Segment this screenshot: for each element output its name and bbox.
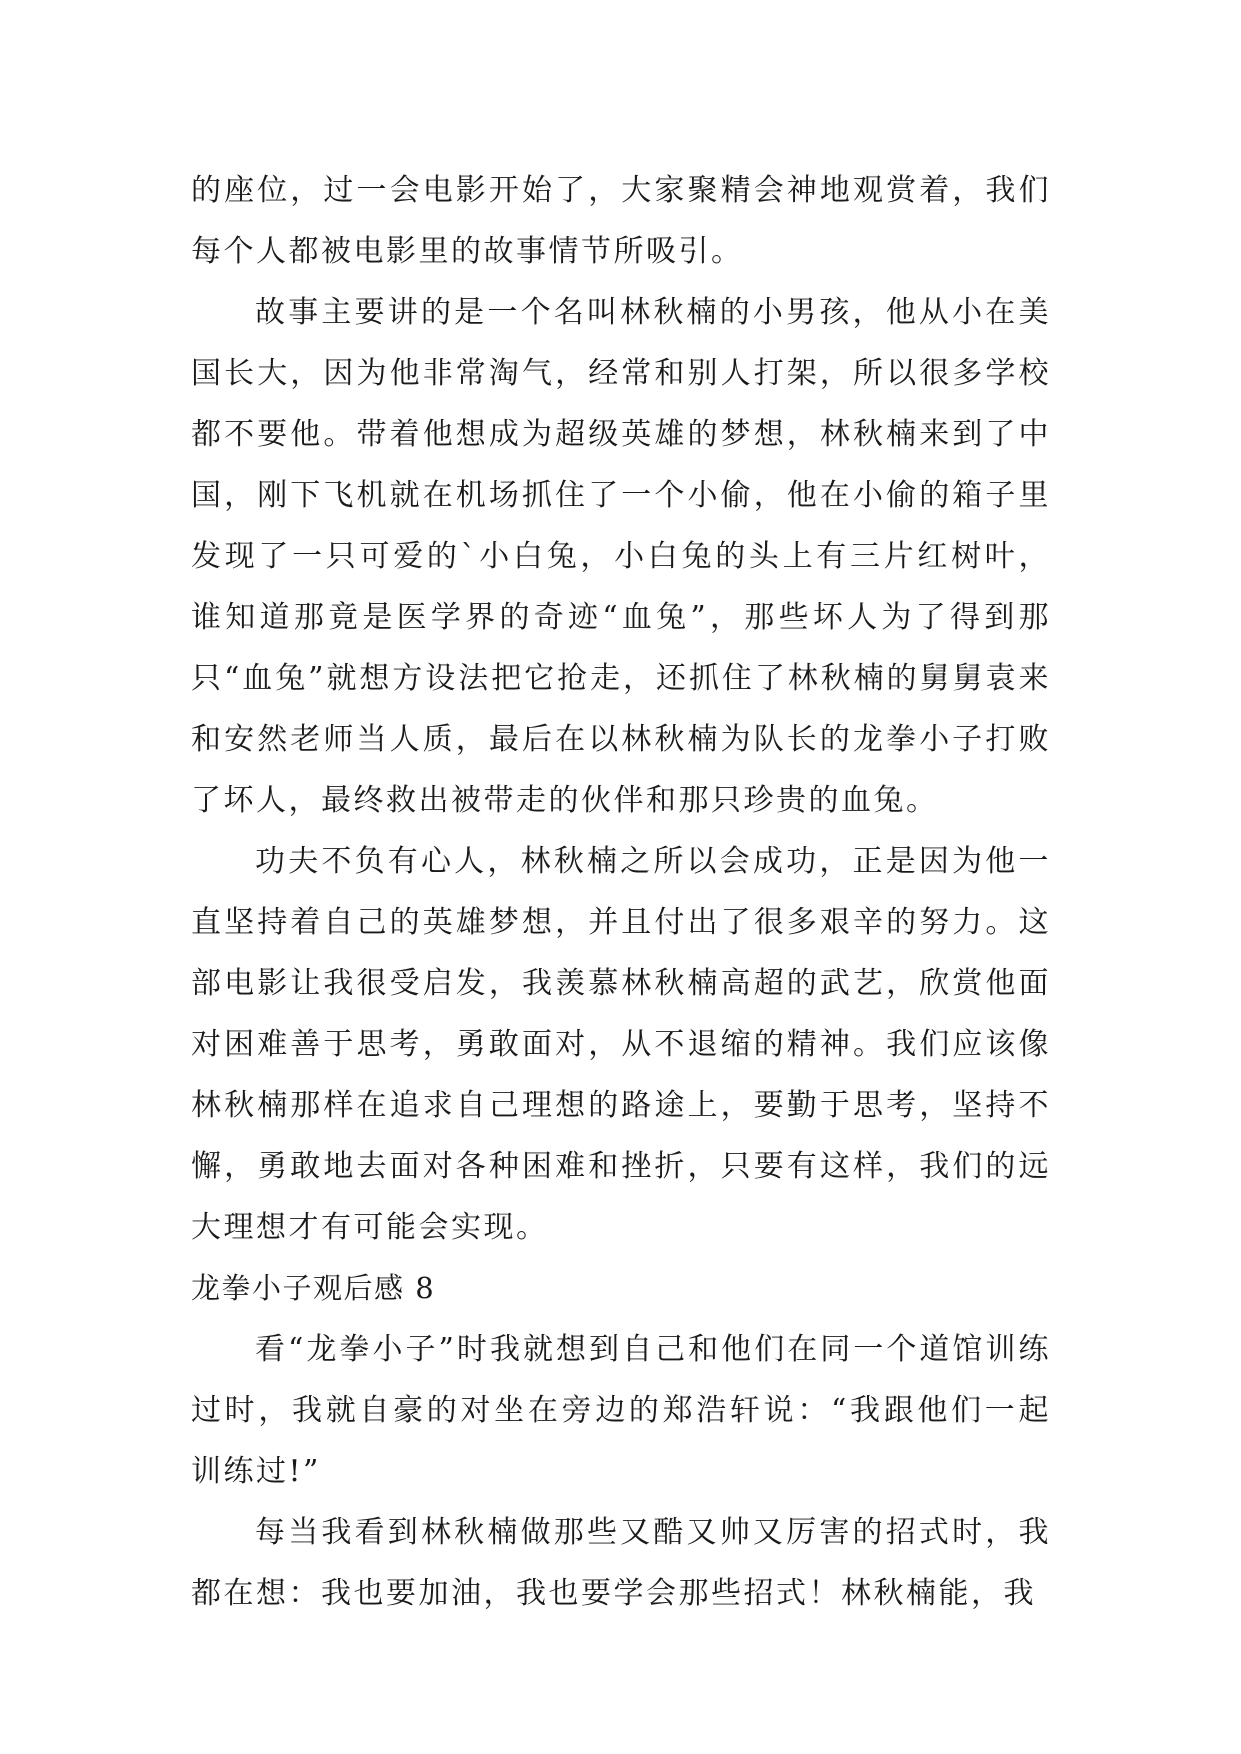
paragraph-4: 看“龙拳小子”时我就想到自己和他们在同一个道馆训练过时，我就自豪的对坐在旁边的郑浩轩说：“我跟他们一起训练过!”	[191, 1332, 1051, 1489]
paragraph-2: 故事主要讲的是一个名叫林秋楠的小男孩，他从小在美国长大，因为他非常淘气，经常和别人打架，所以很多学校都不要他。带着他想成为超级英雄的梦想，林秋楠来到了中国，刚下飞机就在机场抓住了一个小偷，他在小偷的箱子里发现了一只可爱的`小白兔，小白兔的头上有三片红树叶，谁知道那竟是医学界的奇迹“血兔”，那些坏人为了得到那只“血兔”就想方设法把它抢走，还抓住了林秋楠的舅舅袁来和安然老师当人质，最后在以林秋楠为队长的龙拳小子打败了坏人，最终救出被带走的伙伴和那只珍贵的血兔。	[191, 295, 1051, 818]
section-heading: 龙拳小子观后感 8	[191, 1271, 436, 1305]
paragraph-1: 的座位，过一会电影开始了，大家聚精会神地观赏着，我们每个人都被电影里的故事情节所吸引。	[191, 173, 1051, 269]
paragraph-5: 每当我看到林秋楠做那些又酷又帅又厉害的招式时，我都在想：我也要加油，我也要学会那些招式！林秋楠能，我	[191, 1515, 1051, 1611]
paragraph-3: 功夫不负有心人，林秋楠之所以会成功，正是因为他一直坚持着自己的英雄梦想，并且付出了很多艰辛的努力。这部电影让我很受启发，我羡慕林秋楠高超的武艺，欣赏他面对困难善于思考，勇敢面对，从不退缩的精神。我们应该像林秋楠那样在追求自己理想的路途上，要勤于思考，坚持不懈，勇敢地去面对各种困难和挫折，只要有这样，我们的远大理想才有可能会实现。	[191, 844, 1051, 1245]
document-body	[191, 160, 1051, 1624]
